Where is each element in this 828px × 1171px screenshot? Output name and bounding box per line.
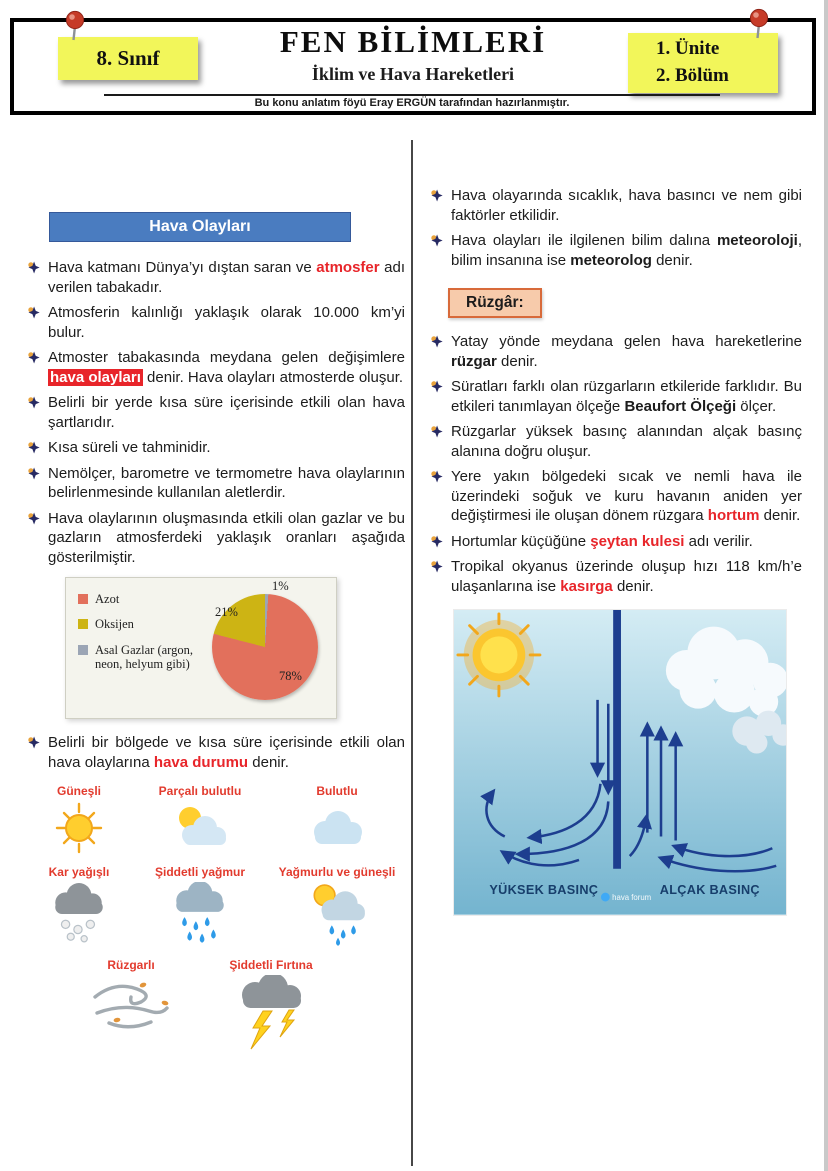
- bullet-text: Hava olayları ile ilgilenen bilim dalına meteoroloji, bilim insanına ise meteorolog denir.: [451, 232, 802, 269]
- bullet-item: [430, 557, 802, 596]
- sun-behind-cloud-icon: [165, 801, 235, 855]
- heavy-rain-icon: [163, 882, 237, 946]
- bullet-marker-icon: [27, 261, 40, 274]
- bullet-item: [430, 186, 802, 225]
- snow-cloud-icon: [42, 882, 116, 946]
- weather-item: [131, 784, 269, 855]
- weather-label: Şiddetli yağmur: [154, 865, 246, 879]
- bullet-marker-icon: [27, 441, 40, 454]
- sun-icon: [458, 614, 540, 696]
- bullet-item: [27, 733, 405, 772]
- section-title-hava-olaylari: Hava Olayları: [49, 212, 351, 242]
- weather-label: Yağmurlu ve güneşli: [278, 865, 396, 879]
- bullet-text: Hava olayarında sıcaklık, hava basıncı ve nem gibi faktörler etkilidir.: [451, 187, 802, 224]
- pushpin-icon: [746, 8, 772, 40]
- pushpin-icon: [62, 10, 88, 42]
- chapter-label: 2. Bölüm: [656, 65, 729, 86]
- legend-label-azot: Azot: [95, 592, 120, 606]
- weather-item: [27, 865, 131, 946]
- bullet-item: [27, 509, 405, 568]
- column-divider: [411, 140, 413, 1166]
- low-pressure-label: ALÇAK BASINÇ: [659, 883, 760, 898]
- pressure-diagram: [454, 610, 786, 915]
- weather-label: Güneşli: [56, 784, 101, 798]
- bullet-text: Atmoster tabakasında meydana gelen değişimlere hava olayları denir. Hava olayları atmosterde oluşur.: [48, 349, 405, 386]
- bullet-text: Rüzgarlar yüksek basınç alanından alçak basınç alanına doğru oluşur.: [451, 423, 802, 460]
- bullet-text: Nemölçer, barometre ve termometre hava olaylarının belirlenmesinde kullanılan aletlerdir.: [48, 464, 405, 501]
- weather-label: Kar yağışlı: [48, 865, 110, 879]
- bullet-item: [430, 332, 802, 371]
- credit-line: Bu konu anlatım föyü Eray ERGÜN tarafından hazırlanmıştır.: [104, 94, 720, 111]
- bullet-text: Atmosferin kalınlığı yaklaşık olarak 10.000 km’yi bulur.: [48, 304, 405, 341]
- bullet-text: Süratları farklı olan rüzgarların etkileride farklıdır. Bu etkileri tanımlayan ölçeğe Beaufort Ölçeği ölçer.: [451, 378, 802, 415]
- bullet-text: Hortumlar küçüğüne şeytan kulesi adı verilir.: [451, 532, 753, 550]
- bullet-item: [27, 438, 405, 458]
- weather-item: [27, 784, 131, 855]
- bullet-marker-icon: [27, 512, 40, 525]
- legend-swatch-azot: [78, 594, 88, 604]
- unit-label: 1. Ünite: [656, 38, 720, 60]
- pie-value-label: 1%: [272, 579, 289, 593]
- legend-item: [78, 592, 202, 606]
- bullet-item: [430, 231, 802, 270]
- legend-label-asal-gazlar: Asal Gazlar (argon, neon, helyum gibi): [95, 642, 193, 672]
- sun-icon: [44, 801, 114, 855]
- weather-row-3: [27, 958, 405, 1055]
- legend-swatch-asal-gazlar: [78, 645, 88, 655]
- cloud-icon: [302, 801, 372, 855]
- bullet-marker-icon: [27, 467, 40, 480]
- page-title: FEN BİLİMLERİ: [279, 24, 547, 59]
- scan-edge: [824, 0, 828, 1171]
- weather-label: Rüzgarlı: [107, 958, 155, 972]
- bullet-text: Yatay yönde meydana gelen hava hareketlerine rüzgar denir.: [451, 333, 802, 370]
- left-column: [27, 192, 405, 1055]
- weather-item: [269, 784, 405, 855]
- bullet-item: [430, 377, 802, 416]
- bullet-marker-icon: [27, 736, 40, 749]
- bullet-text: Hava katmanı Dünya’yı dıştan saran ve atmosfer adı verilen tabakadır.: [48, 259, 405, 296]
- bullet-marker-icon: [27, 306, 40, 319]
- gas-ratio-pie-chart: [65, 577, 337, 719]
- pie-value-label: 78%: [279, 669, 302, 683]
- weather-label: Bulutlu: [316, 784, 358, 798]
- chart-legend: [78, 592, 202, 683]
- weather-label: Şiddetli Fırtına: [229, 958, 313, 972]
- weather-item: [131, 865, 269, 946]
- bullet-marker-icon: [430, 560, 443, 573]
- bullet-text: Yere yakın bölgedeki sıcak ve nemli hava ile üzerindeki soğuk ve kuru havanın aniden yer değiştirmesi ile oluşan dönem rüzgara hortum denir.: [451, 468, 802, 524]
- bullet-marker-icon: [430, 189, 443, 202]
- bullet-item: [430, 422, 802, 461]
- weather-item: [225, 958, 317, 1055]
- wind-swirl-icon: [87, 975, 175, 1033]
- header: [10, 18, 816, 115]
- sun-rain-cloud-icon: [300, 882, 374, 946]
- bullet-marker-icon: [430, 234, 443, 247]
- bullet-marker-icon: [430, 425, 443, 438]
- bullet-text: Belirli bir bölgede ve kısa süre içerisinde etkili olan hava olaylarına hava durumu denir.: [48, 734, 405, 771]
- bullet-text: Kısa süreli ve tahminidir.: [48, 439, 211, 456]
- weather-item: [269, 865, 405, 946]
- bullet-text: Tropikal okyanus üzerinde oluşup hızı 118 km/h’e ulaşanlarına ise kasırga denir.: [451, 558, 802, 595]
- bullet-marker-icon: [27, 351, 40, 364]
- ruzgar-heading: Rüzgâr:: [448, 288, 542, 318]
- bullet-item: [430, 467, 802, 526]
- bullet-marker-icon: [430, 335, 443, 348]
- legend-swatch-oksijen: [78, 619, 88, 629]
- legend-item: [78, 617, 202, 631]
- high-pressure-label: YÜKSEK BASINÇ: [489, 883, 599, 898]
- weather-icons-grid: [27, 784, 405, 1055]
- grade-note-label: 8. Sınıf: [96, 46, 160, 70]
- bullet-text: Belirli bir yerde kısa süre içerisinde etkili olan hava şartlarıdır.: [48, 394, 405, 431]
- weather-label: Parçalı bulutlu: [158, 784, 242, 798]
- legend-label-oksijen: Oksijen: [95, 617, 134, 632]
- bullet-item: [27, 258, 405, 297]
- bullet-item: [27, 348, 405, 387]
- bullet-marker-icon: [27, 396, 40, 409]
- pie-value-label: 21%: [215, 605, 238, 619]
- legend-item: [78, 643, 202, 672]
- page-subtitle: İklim ve Hava Hareketleri: [311, 64, 515, 84]
- unit-note: [628, 33, 778, 93]
- pressure-divider-bar: [613, 610, 621, 869]
- bullet-marker-icon: [430, 535, 443, 548]
- bullet-item: [27, 464, 405, 503]
- weather-item: [87, 958, 175, 1033]
- bullet-item: [430, 532, 802, 552]
- bullet-item: [27, 303, 405, 342]
- bullet-marker-icon: [430, 470, 443, 483]
- bullet-item: [27, 393, 405, 432]
- bullet-text: Hava olaylarının oluşmasında etkili olan gazlar ve bu gazların atmosferdeki yaklaşık oranları aşağıda gösterilmiştir.: [48, 509, 405, 566]
- right-column: [430, 186, 802, 915]
- bullet-marker-icon: [430, 380, 443, 393]
- svg-text:hava forum: hava forum: [612, 893, 652, 903]
- storm-lightning-icon: [225, 975, 317, 1055]
